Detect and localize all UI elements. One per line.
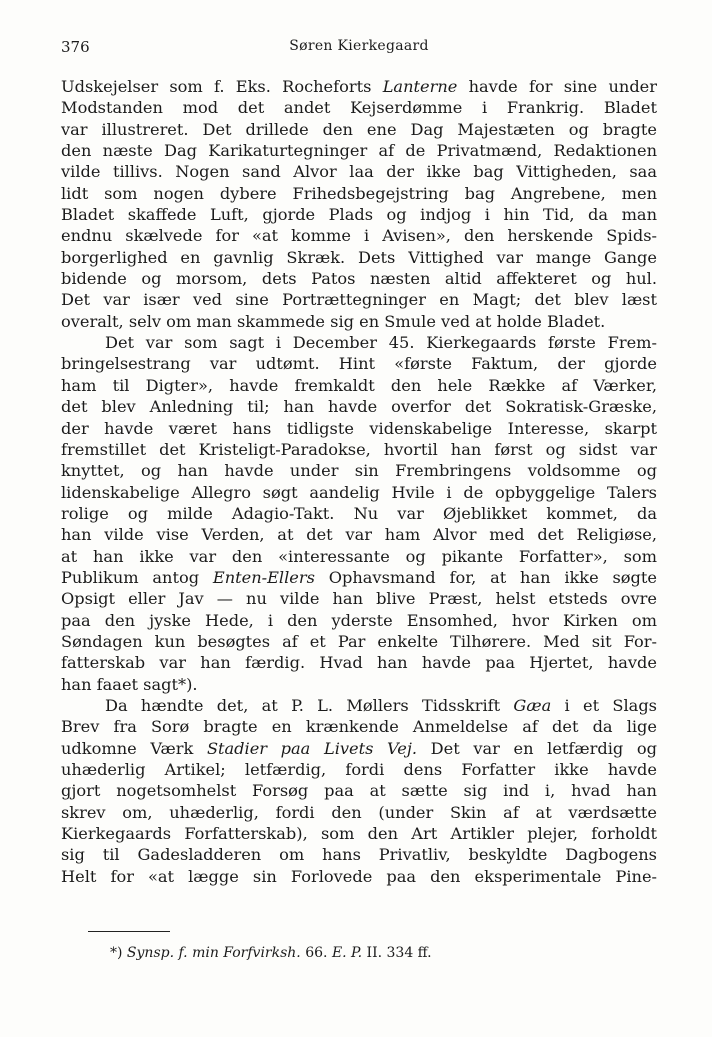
text-line: den næste Dag Karikaturtegninger af de Privatmænd, Redaktionen — [61, 141, 657, 161]
text-line: Kierkegaards Forfatterskab), som den Art Artikler plejer, forholdt — [61, 824, 657, 844]
text-line: Søndagen kun besøgtes af et Par enkelte Tilhørere. Med sit For- — [61, 631, 657, 651]
page-header — [61, 38, 657, 60]
text-line: Helt for «at lægge sin Forlovede paa den eksperimentale Pine- — [61, 866, 657, 886]
text-line: skrev om, uhæderlig, fordi den (under Skin af at værdsætte — [61, 802, 657, 822]
paragraph — [61, 76, 657, 332]
text-line: der havde været hans tidligste videnskabelige Interesse, skarpt — [61, 418, 657, 438]
text-line: bidende og morsom, dets Patos næsten altid affekteret og hul. — [61, 269, 657, 289]
text-line: overalt, selv om man skammede sig en Smule ved at holde Bladet. — [61, 311, 606, 331]
italic-title: Stadier paa Livets Vej. — [206, 738, 418, 758]
paragraph — [61, 695, 657, 887]
text-line: Brev fra Sorø bragte en krænkende Anmeldelse af det da lige — [61, 717, 657, 737]
italic-title: Gæa — [513, 695, 552, 715]
running-title: Søren Kierkegaard — [289, 38, 429, 54]
text-line: lidenskabelige Allegro søgt aandelig Hvile i de opbyggelige Talers — [61, 482, 657, 502]
italic-title: Enten-Ellers — [212, 567, 315, 587]
text-line: Publikum antog Enten-Ellers Ophavsmand for, at han ikke søgte — [61, 567, 657, 587]
text-line: lidt som nogen dybere Frihedsbegejstring bag Angrebene, men — [61, 183, 657, 203]
text-line: knyttet, og han havde under sin Frembringens voldsomme og — [61, 461, 657, 481]
text-line: Opsigt eller Jav — nu vilde han blive Præst, helst etsteds ovre — [61, 589, 657, 609]
text-line: bringelsestrang var udtømt. Hint «første Faktum, der gjorde — [61, 354, 657, 374]
text-line: gjort nogetsomhelst Forsøg paa at sætte sig ind i, hvad han — [61, 781, 657, 801]
paragraph — [61, 332, 657, 695]
text-line: han vilde vise Verden, at det var ham Alvor med det Religiøse, — [61, 525, 657, 545]
text-line: ham til Digter», havde fremkaldt den hele Række af Værker, — [61, 375, 657, 395]
footnote-text: Synsp. f. min Forfvirksh. 66. E. P. II. 334 ff. — [126, 945, 432, 961]
footnote-marker: *) — [110, 945, 127, 961]
text-line: borgerlighed en gavnlig Skræk. Dets Vittighed var mange Gange — [61, 247, 657, 267]
body-text — [61, 76, 657, 887]
italic-title: Lanterne — [382, 77, 458, 96]
page-number: 376 — [61, 38, 90, 56]
text-line: Det var som sagt i December 45. Kierkegaards første Frem- — [105, 333, 657, 353]
text-line: sig til Gadesladderen om hans Privatliv, beskyldte Dagbogens — [61, 845, 657, 865]
text-line: det blev Anledning til; han havde overfor det Sokratisk-Græske, — [61, 397, 657, 417]
italic-title: Synsp. f. min Forfvirksh. — [126, 945, 301, 961]
text-line: uhæderlig Artikel; letfærdig, fordi dens Forfatter ikke havde — [61, 760, 657, 779]
text-line: Bladet skaffede Luft, gjorde Plads og indjog i hin Tid, da man — [61, 205, 657, 225]
footnote-divider — [88, 931, 170, 932]
text-line: rolige og milde Adagio-Takt. Nu var Øjeblikket kommet, da — [61, 503, 657, 523]
text-line: Da hændte det, at P. L. Møllers Tidsskrift Gæa i et Slags — [105, 695, 657, 715]
text-line: vilde tillivs. Nogen sand Alvor laa der ikke bag Vittigheden, saa — [61, 162, 657, 182]
text-line: fatterskab var han færdig. Hvad han havde paa Hjertet, havde — [61, 653, 657, 673]
text-line: var illustreret. Det drillede den ene Dag Majestæten og bragte — [61, 119, 657, 139]
text-line: Det var især ved sine Portrættegninger en Magt; det blev læst — [61, 290, 657, 310]
text-line: han faaet sagt*). — [61, 674, 198, 694]
text-line: fremstillet det Kristeligt-Paradokse, hvortil han først og sidst var — [61, 439, 657, 459]
footnote — [110, 945, 432, 961]
text-line: paa den jyske Hede, i den yderste Ensomhed, hvor Kirken om — [61, 610, 657, 630]
italic-title: E. P. — [331, 945, 363, 961]
text-line: Udskejelser som f. Eks. Rocheforts Lanterne havde for sine under — [61, 77, 657, 96]
text-line: udkomne Værk Stadier paa Livets Vej. Det var en letfærdig og — [61, 738, 657, 758]
text-line: at han ikke var den «interessante og pikante Forfatter», som — [61, 546, 657, 566]
text-line: endnu skælvede for «at komme i Avisen», den herskende Spids- — [61, 226, 657, 246]
text-line: Modstanden mod det andet Kejserdømme i Frankrig. Bladet — [61, 98, 657, 118]
